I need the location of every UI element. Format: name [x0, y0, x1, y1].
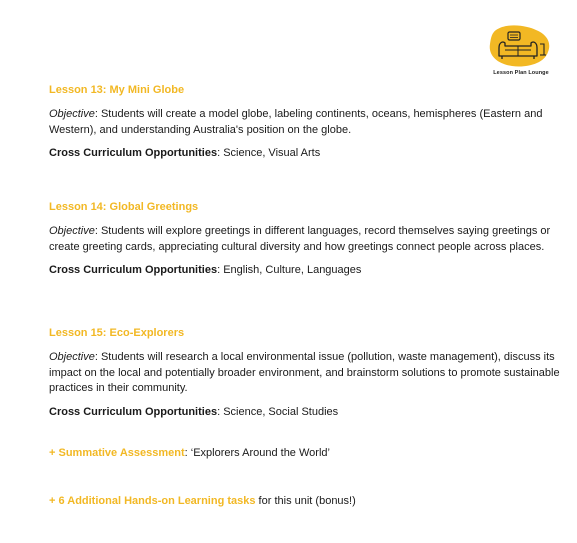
summative-text: : ‘Explorers Around the World’ — [184, 447, 330, 459]
lesson-15-title: Lesson 15: Eco-Explorers — [49, 327, 185, 339]
summative-assessment — [49, 446, 561, 460]
cco-label: Cross Curriculum Opportunities — [49, 405, 218, 418]
lesson-13-title: Lesson 13: My Mini Globe — [49, 84, 185, 96]
additional-text: for this unit (bonus!) — [255, 495, 356, 507]
lesson-13-objective — [49, 107, 561, 138]
objective-label: Objective — [49, 351, 95, 363]
summative-label: + Summative Assessment — [49, 447, 185, 459]
objective-text: : Students will create a model globe, labeling continents, oceans, hemispheres (Eastern and Western), and understanding Australia's position on the globe. — [49, 108, 543, 136]
lesson-13-cross-curriculum — [49, 146, 561, 160]
lesson-15-cross-curriculum — [49, 405, 561, 419]
summative-assessment-block — [49, 446, 561, 494]
objective-text: : Students will research a local environmental issue (pollution, waste management), discuss its impact on the local and potentially broader environment, and brainstorm solutions to promote sustainable practices in their community. — [49, 351, 560, 394]
additional-tasks — [49, 494, 561, 508]
sofa-icon — [486, 24, 556, 70]
objective-label: Objective — [49, 225, 95, 237]
cco-label: Cross Curriculum Opportunities — [49, 264, 218, 276]
objective-label: Objective — [49, 108, 95, 120]
cco-text: : Science, Visual Arts — [217, 147, 321, 159]
lesson-14-objective — [49, 224, 561, 255]
objective-text: : Students will explore greetings in different languages, record themselves saying greetings or create greeting cards, appreciating cultural diversity and how greetings connect people across places. — [49, 225, 551, 253]
lesson-15-block — [49, 326, 561, 446]
cco-label: Cross Curriculum Opportunities — [49, 147, 218, 159]
lesson-14-cross-curriculum — [49, 263, 561, 277]
cco-text: : Science, Social Studies — [217, 405, 339, 418]
additional-label: + 6 Additional Hands-on Learning tasks — [49, 495, 256, 507]
lesson-list — [49, 83, 561, 508]
additional-tasks-block — [49, 494, 561, 508]
lesson-14-title: Lesson 14: Global Greetings — [49, 201, 199, 213]
lesson-15-objective — [49, 350, 561, 397]
cco-text: : English, Culture, Languages — [217, 264, 362, 276]
lesson-14-block — [49, 200, 561, 326]
logo-text: Lesson Plan Lounge — [493, 70, 549, 76]
lesson-13-block — [49, 83, 561, 200]
lesson-plan-lounge-logo — [486, 24, 556, 80]
